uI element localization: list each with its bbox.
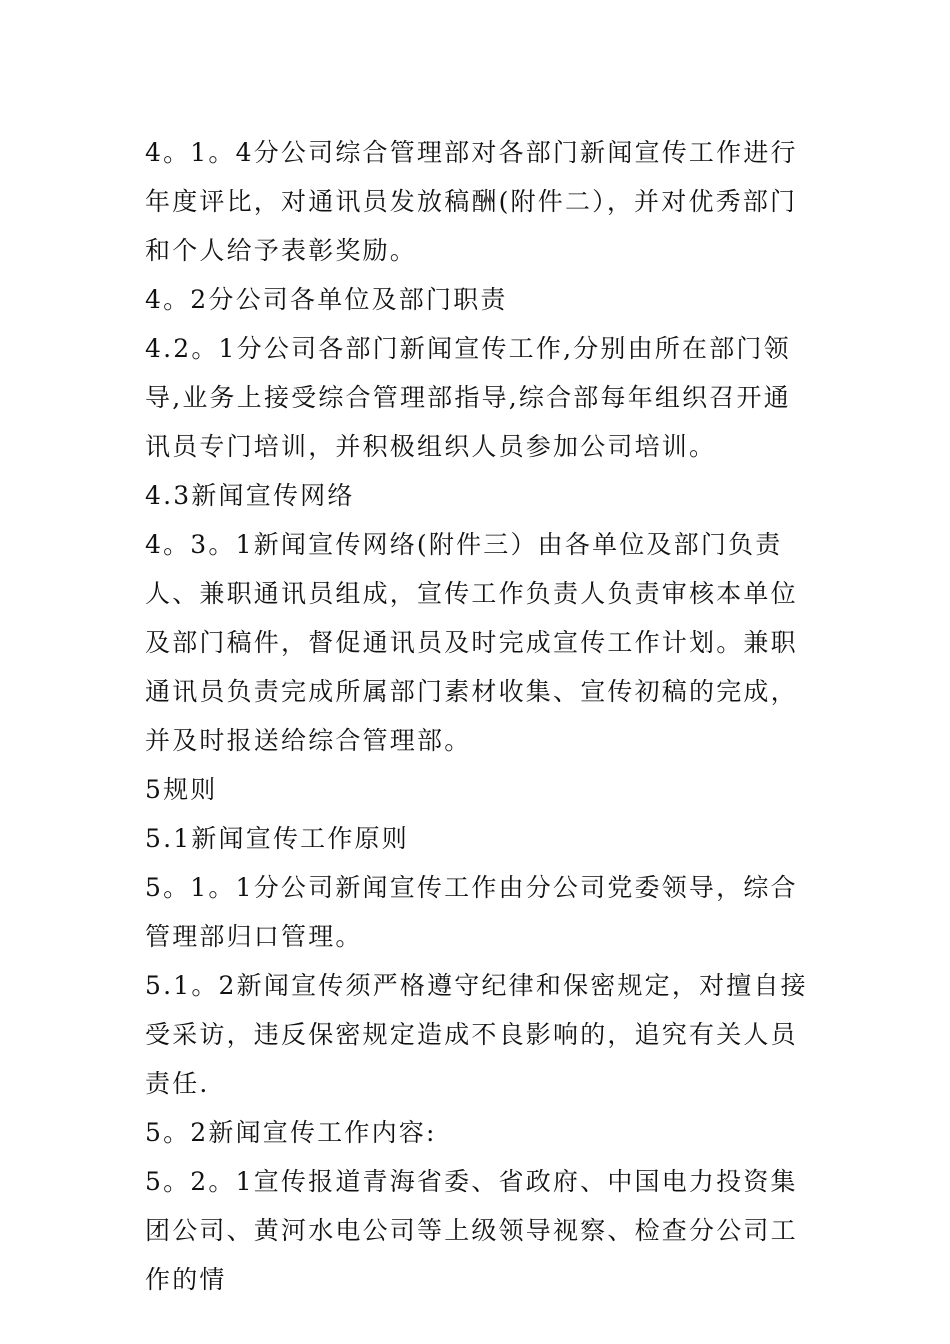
paragraph-4-3-1: 4。3。1新闻宣传网络(附件三）由各单位及部门负责人、兼职通讯员组成，宣传工作负责人负责审核本单位及部门稿件，督促通讯员及时完成宣传工作计划。兼职通讯员负责完成所属部门素材收集、宣传初稿的完成，并及时报送给综合管理部。 (145, 530, 798, 755)
document-body (145, 128, 810, 1304)
paragraph-4-1-4: 4。1。4分公司综合管理部对各部门新闻宣传工作进行年度评比，对通讯员发放稿酬(附件二），并对优秀部门和个人给予表彰奖励。 (145, 138, 798, 265)
heading-5-1: 5.1新闻宣传工作原则 (145, 824, 409, 853)
heading-4-2: 4。2分公司各单位及部门职责 (145, 285, 508, 314)
heading-5: 5规则 (145, 775, 218, 804)
paragraph-5-1-2: 5.1。2新闻宣传须严格遵守纪律和保密规定，对擅自接受采访，违反保密规定造成不良影响的，追究有关人员责任. (145, 971, 808, 1098)
paragraph-5-1-1: 5。1。1分公司新闻宣传工作由分公司党委领导，综合管理部归口管理。 (145, 873, 798, 951)
heading-5-2: 5。2新闻宣传工作内容: (145, 1118, 437, 1147)
heading-4-3: 4.3新闻宣传网络 (145, 481, 355, 510)
paragraph-4-2-1: 4.2。1分公司各部门新闻宣传工作,分别由所在部门领导,业务上接受综合管理部指导,综合部每年组织召开通讯员专门培训，并积极组织人员参加公司培训。 (145, 334, 791, 461)
paragraph-5-2-1: 5。2。1宣传报道青海省委、省政府、中国电力投资集团公司、黄河水电公司等上级领导视察、检查分公司工作的情 (145, 1167, 798, 1294)
